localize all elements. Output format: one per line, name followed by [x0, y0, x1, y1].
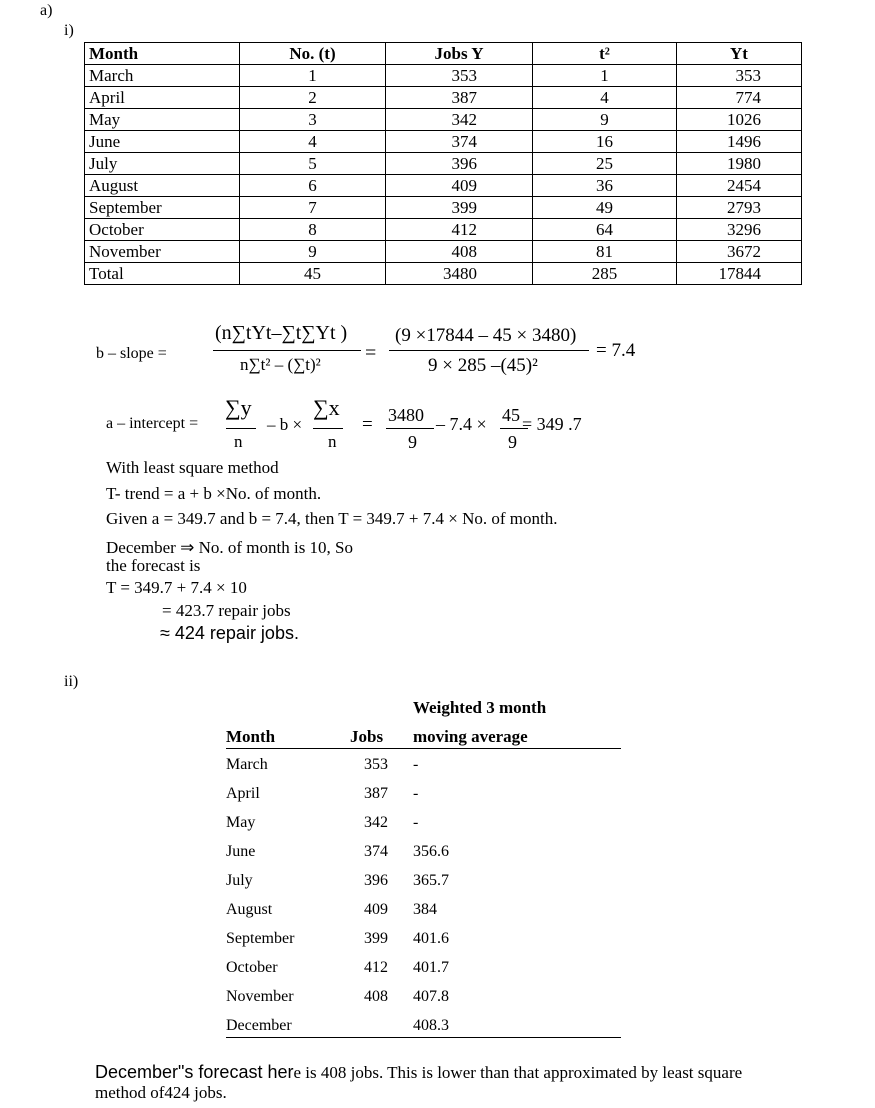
- table1-header-cell: No. (t): [240, 43, 386, 65]
- table-cell: 2: [240, 87, 386, 109]
- table-cell: Total: [85, 263, 240, 285]
- intercept-den-2: 9: [508, 432, 517, 452]
- table-row: [85, 65, 802, 87]
- intercept-sum-x: ∑x: [313, 395, 340, 420]
- text-line: December ⇒ No. of month is 10, So: [106, 538, 354, 557]
- equals-sign: =: [362, 414, 373, 435]
- table-cell: 401.6: [413, 930, 449, 947]
- table-cell: 2793: [677, 197, 802, 219]
- table-row: [226, 959, 620, 983]
- slope-denominator: n∑t² – (∑t)²: [240, 355, 321, 374]
- table-cell: 1: [240, 65, 386, 87]
- table1-header-cell: Yt: [677, 43, 802, 65]
- table-cell: 17844: [677, 263, 802, 285]
- table-cell: 408: [364, 988, 388, 1005]
- table-cell: 384: [413, 901, 437, 918]
- text-line: ≈ 424 repair jobs.: [160, 623, 299, 643]
- table-cell: 412: [364, 959, 388, 976]
- intercept-fraction-bar-2: [313, 428, 343, 429]
- table-cell: 356.6: [413, 843, 449, 860]
- table-cell: March: [85, 65, 240, 87]
- table2-header-rule: [226, 748, 621, 749]
- table-cell: October: [226, 959, 278, 976]
- text-line: T = 349.7 + 7.4 × 10: [106, 578, 247, 597]
- intercept-result: = 349 .7: [522, 414, 582, 434]
- table-cell: 36: [533, 175, 677, 197]
- table-cell: 365.7: [413, 872, 449, 889]
- conclusion-line-1: [95, 1062, 742, 1083]
- table-cell: December: [226, 1017, 292, 1034]
- table-cell: September: [85, 197, 240, 219]
- table2-bottom-rule: [226, 1037, 621, 1038]
- table-cell: 401.7: [413, 959, 449, 976]
- table-cell: March: [226, 756, 268, 773]
- table-row: [85, 197, 802, 219]
- intercept-values-bar-1: [386, 428, 434, 429]
- table-row: [85, 109, 802, 131]
- table-cell: 4: [240, 131, 386, 153]
- equals-sign: =: [365, 342, 377, 364]
- slope-numerator-values: (9 ×17844 – 45 × 3480): [395, 325, 577, 346]
- table-cell: August: [226, 901, 273, 918]
- table2-header-month: Month: [226, 727, 276, 746]
- text-line: the forecast is: [106, 556, 201, 575]
- table-cell: 3: [240, 109, 386, 131]
- table-cell: August: [85, 175, 240, 197]
- intercept-minus-slope: – 7.4 ×: [436, 414, 487, 434]
- table-cell: July: [85, 153, 240, 175]
- table-row: [226, 930, 620, 954]
- table-row: [226, 843, 620, 867]
- table-cell: 353: [364, 756, 388, 773]
- sub-ii-label: ii): [64, 673, 79, 690]
- table-cell: 399: [364, 930, 388, 947]
- table-row: [85, 153, 802, 175]
- table-cell: September: [226, 930, 295, 947]
- intercept-num-2: 45: [502, 405, 520, 425]
- text-line: Given a = 349.7 and b = 7.4, then T = 349.7 + 7.4 × No. of month.: [106, 509, 558, 528]
- table-cell: 1: [533, 65, 677, 87]
- table-cell: 407.8: [413, 988, 449, 1005]
- table1-header-cell: Jobs Y: [386, 43, 533, 65]
- intercept-fraction-bar-1: [226, 428, 256, 429]
- table-cell: 387: [364, 785, 388, 802]
- table-cell: 3672: [677, 241, 802, 263]
- table-cell: -: [413, 814, 419, 831]
- table-cell: 6: [240, 175, 386, 197]
- intercept-den-1: 9: [408, 432, 417, 452]
- slope-label: b – slope =: [96, 345, 167, 362]
- table2-header-jobs: Jobs: [350, 727, 384, 746]
- table-cell: 412: [386, 219, 533, 241]
- table-cell: -: [413, 785, 419, 802]
- table-cell: 396: [364, 872, 388, 889]
- table-cell: 399: [386, 197, 533, 219]
- table-cell: November: [226, 988, 294, 1005]
- table1-header-cell: t²: [533, 43, 677, 65]
- table-cell: 409: [386, 175, 533, 197]
- sub-i-label: i): [64, 22, 74, 39]
- table-cell: 16: [533, 131, 677, 153]
- table-cell: 408.3: [413, 1017, 449, 1034]
- intercept-label: a – intercept =: [106, 415, 199, 432]
- least-squares-table: [84, 42, 802, 285]
- table-cell: 9: [240, 241, 386, 263]
- table-cell: 1026: [677, 109, 802, 131]
- conclusion-line-2: method of424 jobs.: [95, 1083, 227, 1102]
- table-cell: June: [85, 131, 240, 153]
- table-cell: July: [226, 872, 253, 889]
- table-cell: 409: [364, 901, 388, 918]
- table-cell: 353: [386, 65, 533, 87]
- table-cell: -: [413, 756, 419, 773]
- table-cell: 5: [240, 153, 386, 175]
- table2-header-average: moving average: [413, 727, 528, 746]
- table-row: [85, 219, 802, 241]
- slope-values-fraction-bar: [389, 350, 589, 351]
- intercept-sum-y: ∑y: [225, 395, 252, 420]
- slope-numerator: (n∑tYt–∑t∑Yt ): [215, 322, 348, 344]
- intercept-num-1: 3480: [388, 405, 424, 425]
- table-cell: November: [85, 241, 240, 263]
- table-cell: 408: [386, 241, 533, 263]
- table-cell: 25: [533, 153, 677, 175]
- table-cell: May: [85, 109, 240, 131]
- table2-header-top: Weighted 3 month: [413, 698, 547, 717]
- table-cell: 3296: [677, 219, 802, 241]
- table-cell: 374: [386, 131, 533, 153]
- table-row: [226, 785, 620, 809]
- slope-denominator-values: 9 × 285 –(45)²: [428, 355, 538, 376]
- table-cell: October: [85, 219, 240, 241]
- table-cell: 342: [364, 814, 388, 831]
- table-cell: April: [85, 87, 240, 109]
- conclusion-part-2: e is 408 jobs. This is lower than that approximated by least square: [293, 1063, 743, 1082]
- slope-fraction-bar: [213, 350, 361, 351]
- text-line: = 423.7 repair jobs: [162, 601, 291, 620]
- table-cell: 396: [386, 153, 533, 175]
- table-cell: May: [226, 814, 256, 831]
- text-line: With least square method: [106, 458, 279, 477]
- table-cell: 774: [677, 87, 802, 109]
- table-cell: 64: [533, 219, 677, 241]
- text-line: T- trend = a + b ×No. of month.: [106, 484, 322, 503]
- part-a-label: a): [40, 2, 53, 19]
- slope-result: = 7.4: [596, 340, 636, 361]
- table1-header-cell: Month: [85, 43, 240, 65]
- table-row: [226, 814, 620, 838]
- table-row: [226, 756, 620, 780]
- intercept-minus-b: – b ×: [267, 415, 303, 434]
- intercept-n-2: n: [328, 432, 337, 451]
- table-cell: 285: [533, 263, 677, 285]
- table-row: [85, 87, 802, 109]
- table-cell: 342: [386, 109, 533, 131]
- table-cell: 353: [677, 65, 802, 87]
- table1-total-row: [85, 263, 802, 285]
- table-cell: 1496: [677, 131, 802, 153]
- table-cell: 3480: [386, 263, 533, 285]
- table-cell: 2454: [677, 175, 802, 197]
- table-cell: 4: [533, 87, 677, 109]
- table-cell: 45: [240, 263, 386, 285]
- table-cell: 81: [533, 241, 677, 263]
- conclusion-part-1: December"s forecast her: [95, 1062, 294, 1082]
- table-row: [226, 872, 620, 896]
- table-cell: 49: [533, 197, 677, 219]
- table-row: [226, 901, 620, 925]
- table-cell: 387: [386, 87, 533, 109]
- table-cell: 7: [240, 197, 386, 219]
- table-cell: April: [226, 785, 260, 802]
- table-row: [85, 241, 802, 263]
- table-cell: June: [226, 843, 256, 860]
- table-row: [85, 175, 802, 197]
- intercept-n-1: n: [234, 432, 243, 451]
- table-cell: 8: [240, 219, 386, 241]
- table-cell: 9: [533, 109, 677, 131]
- table-cell: 374: [364, 843, 388, 860]
- table-cell: 1980: [677, 153, 802, 175]
- table-row: [85, 131, 802, 153]
- table-row: [226, 988, 620, 1012]
